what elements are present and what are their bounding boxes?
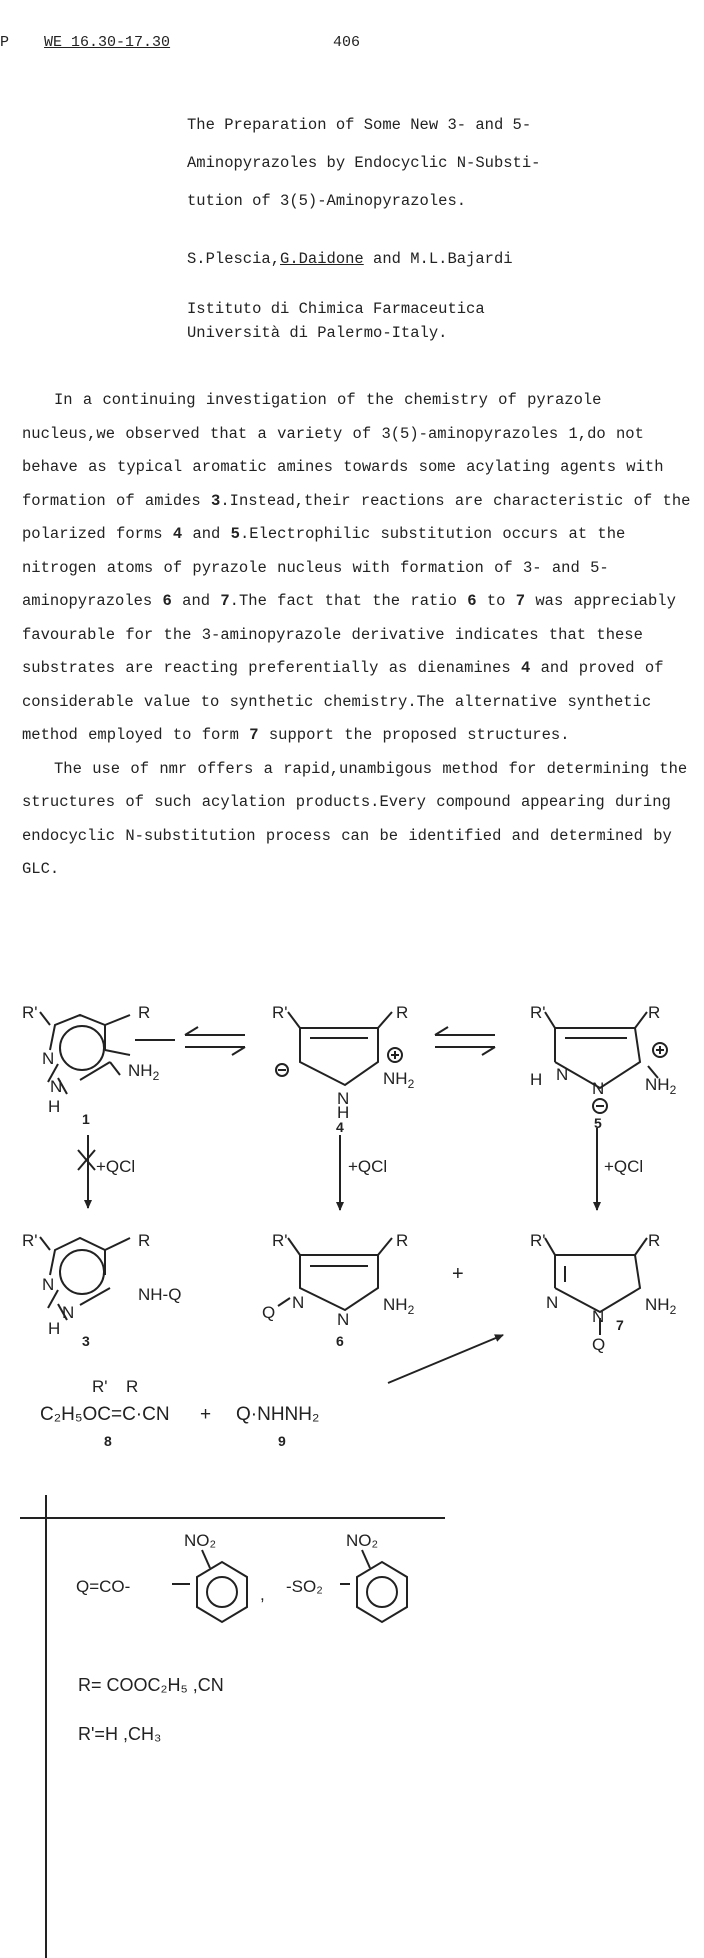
amino-group: $NH_2$ [645, 1075, 677, 1097]
page-number: 406 [333, 34, 361, 51]
text-run: to [476, 592, 516, 610]
compound-label-1: 1 [82, 1111, 90, 1127]
substituent-Q: Q [262, 1303, 276, 1322]
atom-H: H [337, 1103, 350, 1122]
legend-rp-definition: R'=H ,CH₃ [78, 1724, 162, 1744]
equilibrium-arrow [435, 1027, 495, 1055]
title-line: The Preparation of Some New 3- and 5- [187, 116, 532, 134]
amino-group: $NH_2$ [128, 1061, 160, 1083]
compound-label-4: 4 [336, 1119, 344, 1135]
amino-group: $NH_2$ [645, 1295, 677, 1317]
reagent-label: +QCl [604, 1157, 644, 1176]
author-presenting: G.Daidone [280, 250, 364, 268]
reagent-8-formula: C₂H₅OC=C·CN [40, 1404, 170, 1425]
legend-q-definition: Q=CO- [76, 1577, 131, 1596]
substituent-R: R [648, 1003, 661, 1022]
benzene-ring-1 [172, 1550, 247, 1622]
substituent-R: R [396, 1003, 409, 1022]
substituent-Rp: R' [22, 1231, 38, 1250]
compound-ref: 3 [211, 491, 221, 510]
text-run: and [171, 592, 221, 610]
compound-ref: 7 [249, 726, 259, 744]
atom-N: N [62, 1303, 75, 1322]
nitro-group: NO₂ [184, 1531, 217, 1550]
substituent-R: R [126, 1377, 139, 1396]
atom-N: N [592, 1079, 605, 1098]
compound-ref: 6 [467, 592, 477, 610]
separator: , [260, 1585, 265, 1604]
atom-N: N [337, 1089, 350, 1108]
atom-N: N [50, 1077, 63, 1096]
title-line: tution of 3(5)-Aminopyrazoles. [187, 192, 467, 210]
reagent-label: +QCl [348, 1157, 388, 1176]
reagent-9-formula: Q·NHNH₂ [236, 1404, 320, 1425]
author: S.Plescia, [187, 250, 281, 268]
legend-sulfonyl: -SO₂ [286, 1577, 323, 1596]
compound-label-3: 3 [82, 1333, 90, 1349]
substituent-Rp: R' [530, 1231, 546, 1250]
compound-label-6: 6 [336, 1333, 344, 1349]
text-run: .Instead,their reactions are characteristic of the polarized forms [22, 491, 691, 543]
substituent-R: R [138, 1003, 151, 1022]
legend-r-definition: R= COOC₂H₅ ,CN [78, 1675, 224, 1695]
compound-ref: 5 [230, 525, 240, 543]
atom-N: N [42, 1049, 55, 1068]
atom-H: H [48, 1319, 61, 1338]
compound-ref: 7 [515, 592, 526, 610]
atom-N: N [556, 1065, 569, 1084]
text-run: and [182, 525, 231, 543]
atom-N: N [337, 1310, 350, 1329]
atom-H: H [48, 1097, 61, 1116]
text-run: .The fact that the ratio [229, 592, 468, 610]
plus-sign: + [452, 1263, 464, 1285]
substituted-amino-group: NH-Q [138, 1285, 182, 1304]
reagent-label: +QCl [96, 1157, 136, 1176]
compound-ref: 4 [172, 525, 183, 543]
compound-label-8: 8 [104, 1433, 112, 1449]
compound-label-5: 5 [594, 1115, 602, 1131]
nitro-group: NO₂ [346, 1531, 379, 1550]
atom-N: N [42, 1275, 55, 1294]
plus-sign: + [200, 1404, 212, 1425]
benzene-ring-2 [340, 1550, 407, 1622]
affiliation-line: Università di Palermo-Italy. [187, 324, 448, 342]
compound-5-structure [545, 1012, 667, 1113]
text-run: support the proposed structures. [258, 726, 570, 744]
text-run: In a continuing investigation of the chemistry of pyrazole nucleus,we observed that a variety of 3(5)-aminopyrazoles 1,do not behave as typical aromatic amines towards some acylating agents with formation of amides [22, 391, 664, 510]
compound-ref: 6 [162, 592, 172, 610]
text-run: .Electrophilic substitution occurs at the nitrogen atoms of pyrazole nucleus with formation of 3- and 5-aminopyrazoles [22, 525, 626, 610]
substituent-R: R [396, 1231, 409, 1250]
compound-label-7: 7 [616, 1317, 624, 1333]
text-run: was appreciably favourable for the 3-aminopyrazole derivative indicates that these substrates are reacting preferentially as dienamines [22, 592, 676, 677]
compound-ref: 4 [520, 659, 531, 677]
substituent-R: R [648, 1231, 661, 1250]
reaction-arrow-to-7 [388, 1335, 503, 1383]
substituent-Rp: R' [22, 1003, 38, 1022]
title-line: Aminopyrazoles by Endocyclic N-Substi- [187, 154, 541, 172]
substituent-Rp: R' [272, 1003, 288, 1022]
atom-N: N [592, 1307, 605, 1326]
atom-N: N [292, 1293, 305, 1312]
atom-N: N [546, 1293, 559, 1312]
atom-H: H [530, 1070, 543, 1089]
equilibrium-arrow [185, 1027, 245, 1055]
compound-label-9: 9 [278, 1433, 286, 1449]
substituent-R: R [138, 1231, 151, 1250]
compound-ref: 7 [220, 592, 230, 610]
text-run: and proved of considerable value to synthetic chemistry.The alternative synthetic method employed to form [22, 659, 664, 744]
substituent-Rp: R' [530, 1003, 546, 1022]
author: and M.L.Bajardi [363, 250, 513, 268]
substituent-Rp: R' [92, 1377, 108, 1396]
substituent-Rp: R' [272, 1231, 288, 1250]
amino-group: $NH_2$ [383, 1295, 415, 1317]
paragraph: The use of nmr offers a rapid,unambigous method for determining the structures of such acylation products.Every compound appearing during endocyclic N-substitution process can be identified and determined by GLC. [22, 759, 688, 878]
substituent-Q: Q [592, 1335, 606, 1354]
header-letter: P [0, 34, 10, 51]
session-time: WE 16.30-17.30 [44, 34, 171, 51]
amino-group: $NH_2$ [383, 1069, 415, 1091]
affiliation-line: Istituto di Chimica Farmaceutica [187, 300, 485, 318]
